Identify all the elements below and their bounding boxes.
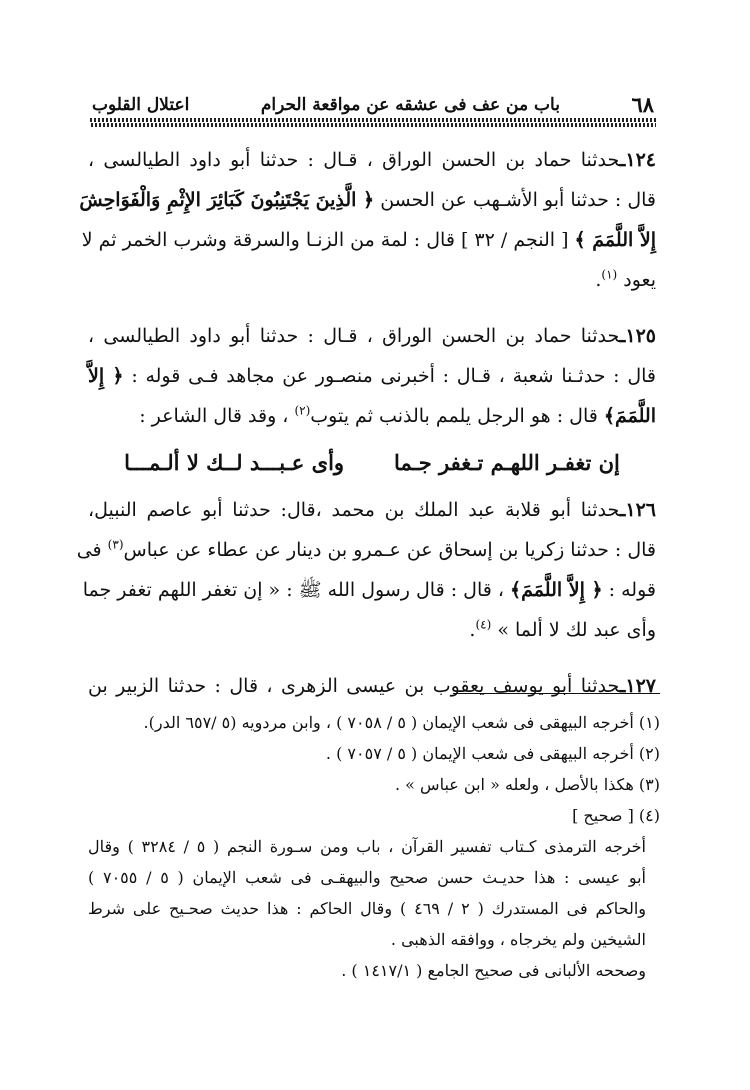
footnote-ref: (٤)	[475, 617, 492, 632]
hadith-number: ١٢٤ـ	[619, 149, 656, 171]
p126-line-3: قوله : ﴿ إِلاَّ اللَّمَمَ﴾ ، قال : قال رسول الله ﷺ : « إن تغفر اللهم تغفر جما	[82, 579, 656, 601]
footnote-ref: (٢)	[294, 403, 311, 418]
footnote-4-line-2: أبو عيسى : هذا حديـث حسن صحيح والبيهقـى فى شعب الإيمان ( ٥ / ٧٠٥٥ )	[88, 868, 647, 887]
second-hemistich: وأى عـبـــد لــك لا ألـمـــا	[124, 450, 345, 475]
p124-line-2: قال : حدثنا أبو الأشـهب عن الحسن ﴿ الَّذِينَ يَجْتَنِبُونَ كَبَائِرَ الإِثْمِ وَالْفَوَاحِشَ	[79, 189, 656, 211]
quran-verse: إِلاَّ اللَّمَمَ ﴾	[574, 229, 656, 251]
main-text	[76, 140, 656, 706]
page-header	[92, 88, 654, 118]
running-head: باب من عف فى عشقه عن مواقعة الحرام	[260, 95, 560, 115]
p126-line-4: وأى عبد لك لا ألما » $^{(٤)}$.	[469, 617, 656, 641]
footnote-3: (٣) هكذا بالأصل ، ولعله « ابن عباس » .	[394, 775, 660, 794]
book-title: اعتلال القلوب	[92, 95, 190, 115]
footnote-4-line-1: أخرجه الترمذى كـتاب تفسير القرآن ، باب ومن سـورة النجم ( ٥ / ٣٢٨٤ ) وقال	[88, 837, 647, 856]
footnotes	[88, 707, 660, 986]
hadith-number: ١٢٥ـ	[619, 325, 656, 347]
footnote-1: (١) أخرجه البيهقى فى شعب الإيمان ( ٥ / ٧٠٥٨ ) ، وابن مردويه (٥ /٦٥٧ الدر).	[143, 713, 660, 732]
footnote-4-line-3: والحاكم فى المستدرك ( ٢ / ٤٦٩ ) وقال الحاكم : هذا حديث صحـيح على شرط	[88, 899, 647, 918]
page-number: ٦٨	[631, 92, 654, 117]
p125-line-1: ١٢٥ـحدثنا حماد بن الحسن الوراق ، قـال : حدثنا أبو داود الطيالسى ،	[88, 325, 656, 347]
p125-line-3: اللَّمَمَ﴾ قال : هو الرجل يلمم بالذنب ثم يتوب$^{(٢)}$ ، وقد قال الشاعر :	[139, 403, 656, 427]
first-hemistich: إن تغفـر اللهـم تـغفر جـما	[394, 450, 620, 475]
p126-line-2: قال : حدثنا زكريا بن إسحاق عن عـمرو بن دينار عن عطاء عن عباس$^{(٣)}$ فى	[76, 537, 656, 561]
p125-line-2: قال : حدثـنا شعبة ، قـال : أخبرنى منصـور عن مجاهد فـى قوله : ﴿ إِلاَّ	[88, 365, 656, 387]
footnote-4-line-4: الشيخين ولم يخرجاه ، ووافقه الذهبى .	[390, 930, 646, 949]
hadith-number: ١٢٧ـ	[619, 675, 656, 697]
quran-verse: ﴿ الَّذِينَ يَجْتَنِبُونَ كَبَائِرَ الإِثْمِ وَالْفَوَاحِشَ	[79, 189, 375, 211]
hadith-number: ١٢٦ـ	[619, 499, 656, 521]
footnote-separator	[453, 693, 660, 694]
header-ornamental-rule	[90, 118, 656, 128]
footnote-2: (٢) أخرجه البيهقى فى شعب الإيمان ( ٥ / ٧٠٥٧ ) .	[325, 744, 660, 763]
footnote-ref: (٣)	[107, 537, 124, 552]
footnote-4-line-5: وصححه الألبانى فى صحيح الجامع ( ١٤١٧/١ ) .	[341, 961, 646, 980]
quran-verse: ﴿ إِلاَّ اللَّمَمَ﴾	[510, 579, 603, 601]
poem-verse	[88, 438, 656, 488]
quran-verse: ﴿ إِلاَّ	[88, 365, 124, 387]
footnote-4: (٤) [ صحيح ]	[572, 806, 660, 825]
p124-line-1: ١٢٤ـحدثنا حماد بن الحسن الوراق ، قـال : حدثنا أبو داود الطيالسى ،	[88, 149, 656, 171]
footnote-ref: (١)	[601, 267, 618, 282]
quran-verse: اللَّمَمَ﴾	[603, 405, 656, 427]
p126-line-1: ١٢٦ـحدثنا أبو قلابة عبد الملك بن محمد ،قال: حدثنا أبو عاصم النبيل،	[88, 499, 656, 521]
p124-line-4: يعود $^{(١)}$.	[595, 267, 656, 291]
p124-line-3: إِلاَّ اللَّمَمَ ﴾ [ النجم / ٣٢ ] قال : لمة من الزنـا والسرقة وشرب الخمر ثم لا	[81, 229, 656, 251]
p127-line-1: ١٢٧ـحدثنا أبو يوسف يعقوب بن عيسى الزهرى ، قال : حدثنا الزبير بن	[88, 675, 656, 697]
